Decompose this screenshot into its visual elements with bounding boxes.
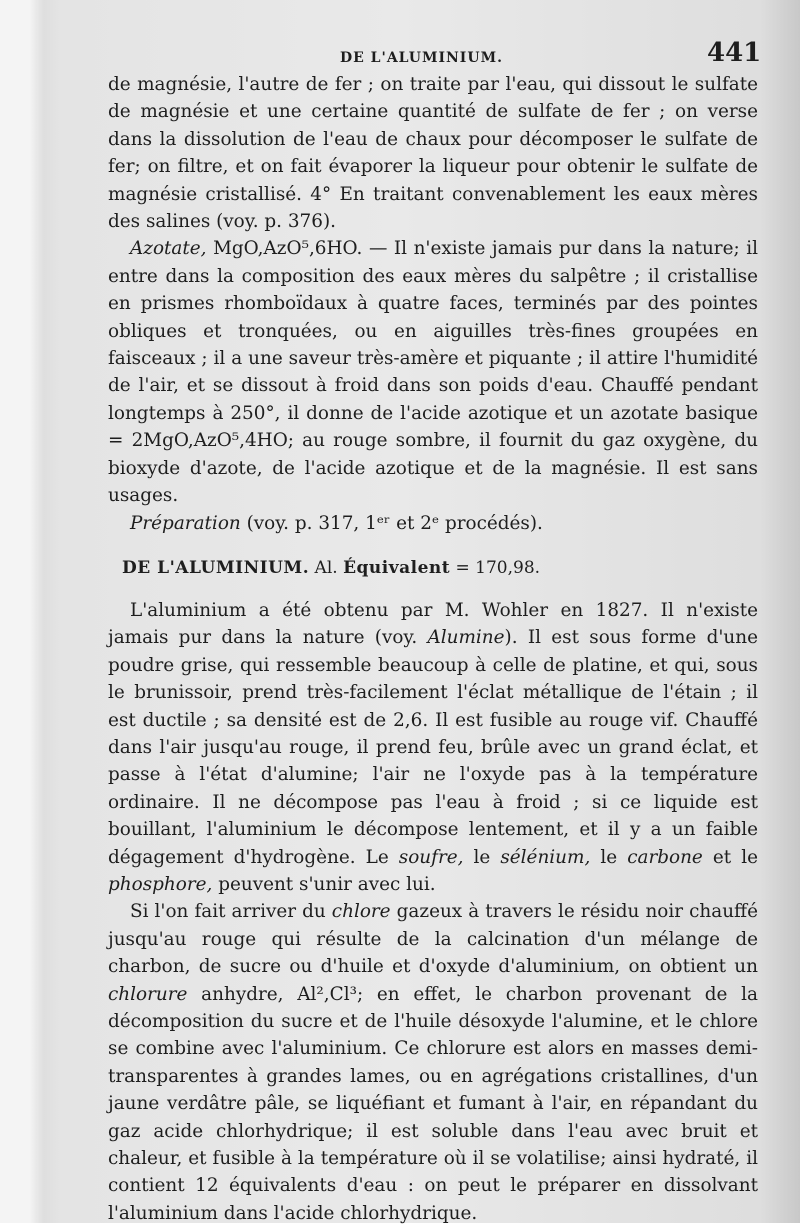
term-phosphore: phosphore,	[108, 873, 213, 895]
magnesium-paragraph-end	[108, 71, 758, 235]
term-selenium: sélénium,	[500, 846, 591, 868]
term-chlore: chlore	[331, 901, 391, 923]
section-heading	[122, 557, 758, 579]
page-number: 441	[707, 38, 762, 68]
term-soufre: soufre,	[398, 846, 464, 868]
text-run: le	[463, 846, 501, 868]
text-run: et le	[702, 846, 758, 868]
term-alumine: Alumine	[427, 627, 505, 649]
azotate-formula: MgO,AzO⁵,6HO.	[206, 238, 363, 260]
paragraph-text: de magnésie, l'autre de fer ; on traite par l'eau, qui dissout le sulfate de magnésie et une certaine quantité de sulfate de fer ; on verse dans la dissolution de l'eau de chaux pour décomposer le sulfate de fer; on filtre, et on fait évaporer la liqueur pour obtenir le sulfate de magnésie cristallisé. 4° En traitant convenablement les eaux mères des salines (voy. p. 376).	[108, 74, 758, 233]
azotate-paragraph	[108, 235, 758, 509]
aluminium-paragraph-2	[108, 898, 758, 1227]
section-title: DE L'ALUMINIUM.	[122, 557, 310, 578]
preparation-text: (voy. p. 317, 1ᵉʳ et 2ᵉ procédés).	[240, 512, 543, 534]
page-header	[0, 30, 800, 70]
page-body	[108, 71, 758, 1227]
text-run: gazeux à travers le résidu noir chauffé jusqu'au rouge qui résulte de la calcination d'un mélange de charbon, de sucre ou d'huile et d'oxyde d'aluminium, on obtient un	[108, 901, 758, 978]
equivalent-value: = 170,98.	[450, 557, 541, 578]
preparation-term: Préparation	[130, 512, 241, 534]
text-run: anhydre, Al²,Cl³; en effet, le charbon provenant de la décomposition du sucre et de l'huile désoxyde l'alumine, et le chlore se combine avec l'aluminium. Ce chlorure est alors en masses demi-transparentes à grandes lames, ou en agrégations cristallines, d'un jaune verdâtre pâle, se liquéfiant et fumant à l'air, en répandant du gaz acide chlorhydrique; il est soluble dans l'eau avec bruit et chaleur, et fusible à la température où il se volatilise; ainsi hydraté, il contient 12 équivalents d'eau : on peut le préparer en dissolvant l'aluminium dans l'acide chlorhydrique.	[108, 983, 758, 1224]
text-run: Si l'on fait arriver du	[130, 901, 332, 923]
text-run: L'aluminium a été obtenu par M. Wohler en 1827. Il n'existe jamais pur dans la nature (voy.	[108, 599, 758, 649]
aluminium-paragraph-1	[108, 597, 758, 898]
text-run: le	[590, 846, 628, 868]
azotate-term: Azotate,	[130, 238, 207, 260]
term-carbone: carbone	[627, 846, 703, 868]
equivalent-label: Équivalent	[343, 557, 451, 578]
preparation-paragraph	[108, 510, 758, 537]
element-symbol: Al.	[309, 557, 344, 578]
text-run: peuvent s'unir avec lui.	[212, 873, 436, 895]
running-title: DE L'ALUMINIUM.	[340, 50, 503, 66]
azotate-text: — Il n'existe jamais pur dans la nature; il entre dans la composition des eaux mères du salpêtre ; il cristallise en prismes rhomboïdaux à quatre faces, terminés par des pointes obliques et tronquées, ou en aiguilles très-fines groupées en faisceaux ; il a une saveur très-amère et piquante ; il attire l'humidité de l'air, et se dissout à froid dans son poids d'eau. Chauffé pendant longtemps à 250°, il donne de l'acide azotique et un azotate basique = 2MgO,AzO⁵,4HO; au rouge sombre, il fournit du gaz oxygène, du bioxyde d'azote, de l'acide azotique et de la magnésie. Il est sans usages.	[108, 238, 758, 507]
text-run: ). Il est sous forme d'une poudre grise, qui ressemble beaucoup à celle de platine, et qui, sous le brunissoir, prend très-facilement l'éclat métallique de l'étain ; il est ductile ; sa densité est de 2,6. Il est fusible au rouge vif. Chauffé dans l'air jusqu'au rouge, il prend feu, brûle avec un grand éclat, et passe à l'état d'alumine; l'air ne l'oxyde pas à la température ordinaire. Il ne décompose pas l'eau à froid ; si ce liquide est bouillant, l'aluminium le décompose lentement, et il y a un faible dégagement d'hydrogène. Le	[108, 627, 758, 868]
term-chlorure: chlorure	[108, 983, 188, 1005]
